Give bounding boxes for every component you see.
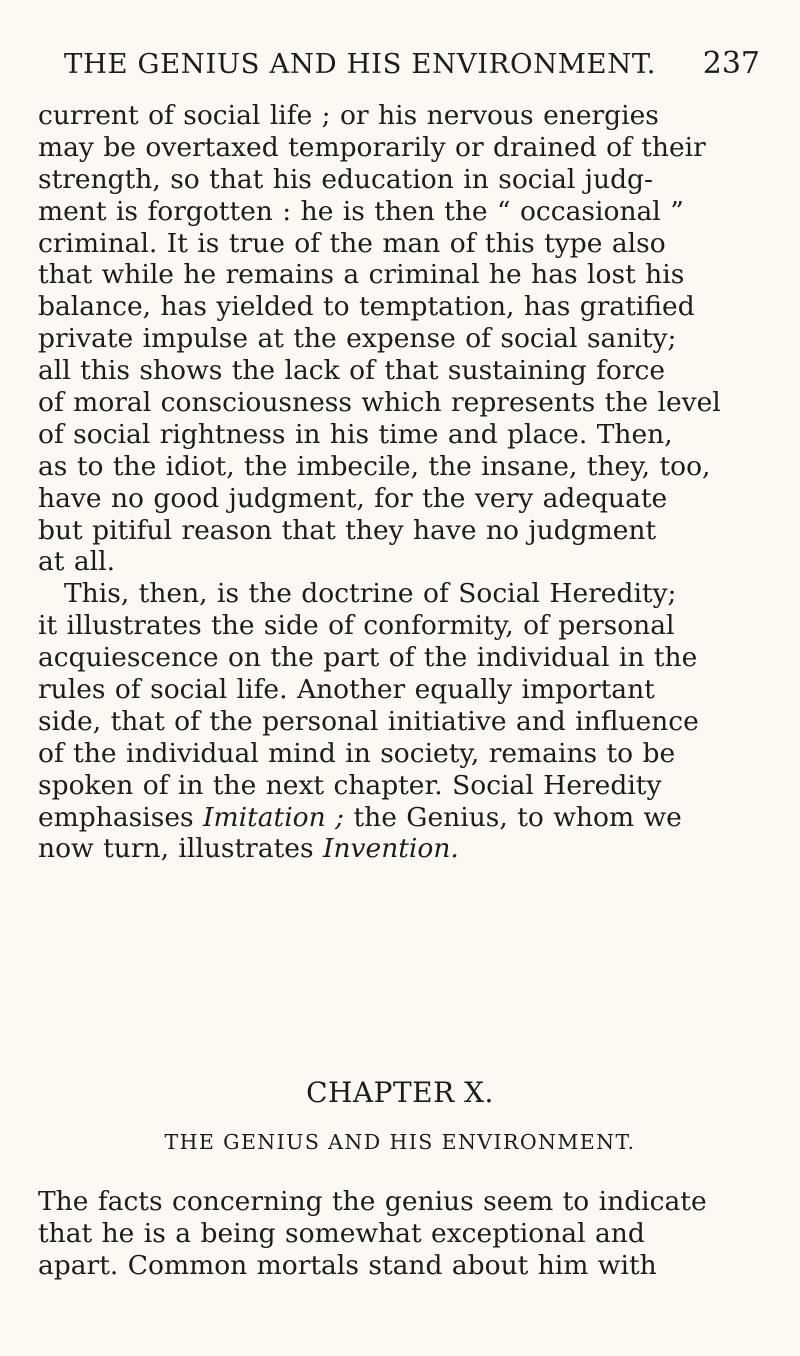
text-span: the Genius, to whom we bbox=[344, 801, 682, 833]
text-line: all this shows the lack of that sustaining force bbox=[38, 355, 666, 387]
text-line: side, that of the personal initiative and influence bbox=[38, 705, 699, 737]
italic-term: Imitation ; bbox=[203, 801, 345, 833]
book-page bbox=[38, 0, 762, 1356]
text-line: current of social life ; or his nervous energies bbox=[38, 100, 659, 131]
italic-term: Invention. bbox=[323, 833, 459, 865]
text-line: at all. bbox=[38, 546, 116, 578]
text-line: have no good judgment, for the very adequate bbox=[38, 482, 668, 514]
text-line: that he is a being somewhat exceptional and bbox=[38, 1217, 645, 1249]
text-line: of the individual mind in society, remains to be bbox=[38, 737, 676, 769]
text-line: balance, has yielded to temptation, has gratified bbox=[38, 291, 695, 323]
text-span: facts concerning the genius seem to indicate bbox=[88, 1186, 707, 1217]
text-line: ment is forgotten : he is then the “ occasional ” bbox=[38, 195, 684, 227]
text-line bbox=[38, 833, 762, 865]
text-line: criminal. It is true of the man of this type also bbox=[38, 227, 666, 259]
text-span: now turn, illustrates bbox=[38, 833, 323, 865]
running-head bbox=[38, 46, 762, 81]
text-line: private impulse at the expense of social sanity; bbox=[38, 323, 677, 355]
page-number: 237 bbox=[702, 46, 760, 81]
running-title: THE GENIUS AND HIS ENVIRONMENT. bbox=[64, 48, 657, 80]
chapter-text bbox=[38, 1186, 762, 1282]
text-line: that while he remains a criminal he has lost his bbox=[38, 259, 685, 291]
text-line: strength, so that his education in social judg- bbox=[38, 163, 653, 195]
text-line: but pitiful reason that they have no judgment bbox=[38, 514, 657, 546]
text-line: it illustrates the side of conformity, of personal bbox=[38, 610, 675, 642]
text-line bbox=[38, 1186, 762, 1218]
text-line: of social rightness in his time and place. Then, bbox=[38, 418, 673, 450]
text-line: acquiescence on the part of the individual in the bbox=[38, 642, 698, 674]
text-line: spoken of in the next chapter. Social Heredity bbox=[38, 769, 662, 801]
chapter-subtitle: THE GENIUS AND HIS ENVIRONMENT. bbox=[164, 1130, 636, 1154]
text-line: may be overtaxed temporarily or drained of their bbox=[38, 131, 706, 163]
text-line: apart. Common mortals stand about him with bbox=[38, 1249, 657, 1281]
text-line: as to the idiot, the imbecile, the insane, they, too, bbox=[38, 450, 711, 482]
text-line: of moral consciousness which represents the level bbox=[38, 387, 721, 419]
body-text bbox=[38, 100, 762, 865]
text-span: emphasises bbox=[38, 801, 204, 833]
text-line bbox=[38, 802, 762, 834]
paragraph-start-line: This, then, is the doctrine of Social Heredity; bbox=[64, 578, 677, 610]
opening-word: The bbox=[38, 1186, 89, 1217]
text-line: rules of social life. Another equally important bbox=[38, 674, 655, 706]
chapter-heading: CHAPTER X. bbox=[306, 1076, 494, 1109]
